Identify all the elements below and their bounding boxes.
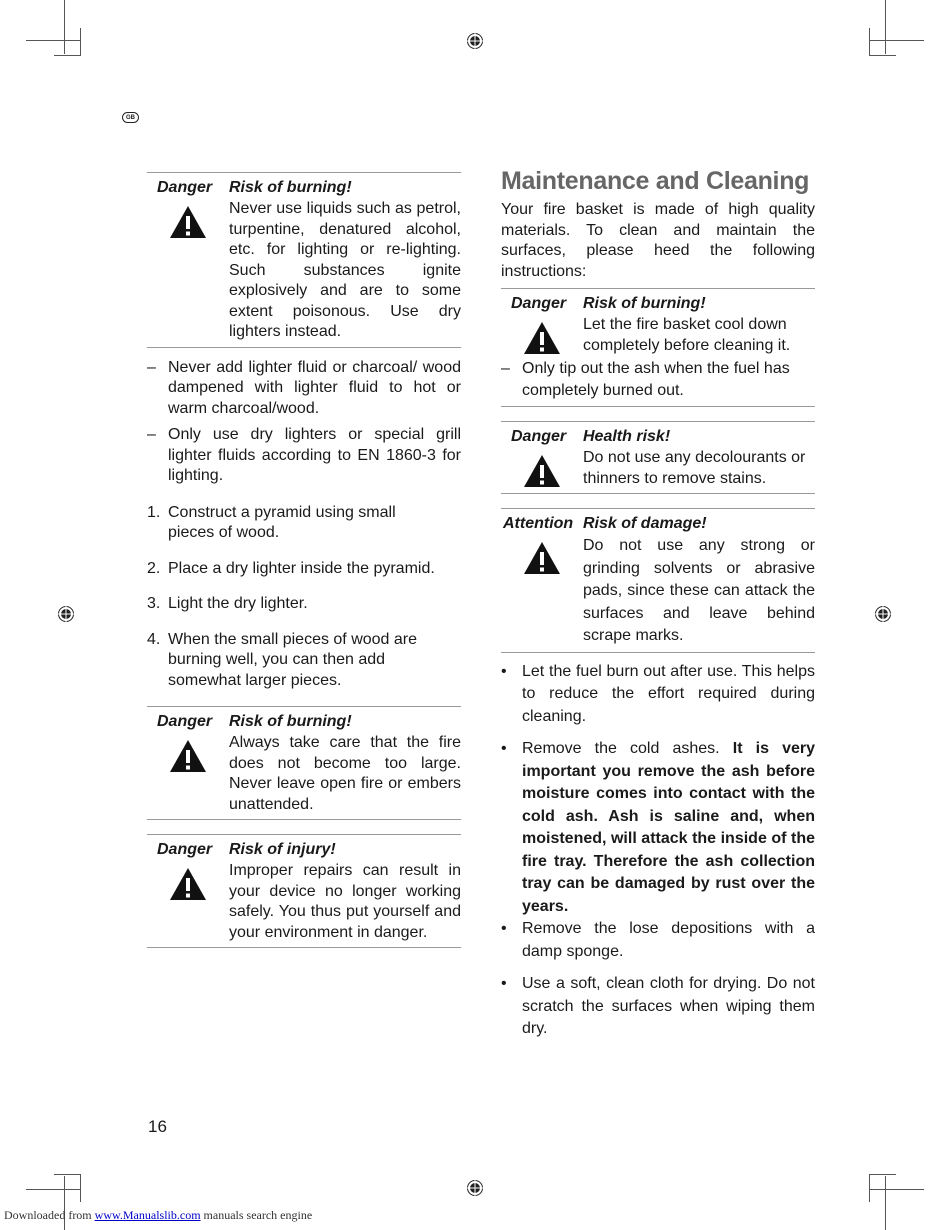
bullet-plain-text: Remove the cold ashes. bbox=[522, 740, 733, 757]
registration-mark-icon bbox=[466, 32, 484, 50]
crop-mark bbox=[869, 1174, 896, 1175]
crop-mark bbox=[26, 40, 80, 41]
warning-text: Never use liquids such as petrol, turpentine, denatured alcohol, etc. for lighting or re-lighting. Such substances ignite explosively and are to some extent poisonous. Use dry lighters instead. bbox=[229, 200, 461, 340]
warning-title: Risk of burning! bbox=[229, 179, 352, 196]
manualslib-link[interactable]: www.Manualslib.com bbox=[94, 1208, 201, 1222]
registration-mark-icon bbox=[466, 1179, 484, 1197]
warning-title: Risk of injury! bbox=[229, 841, 336, 858]
warning-box bbox=[501, 421, 815, 494]
warning-body bbox=[147, 861, 461, 943]
warning-title: Risk of burning! bbox=[229, 713, 352, 730]
warning-header bbox=[147, 711, 461, 733]
warning-triangle-icon bbox=[523, 321, 561, 355]
left-column bbox=[147, 172, 461, 956]
crop-mark bbox=[54, 55, 81, 56]
crop-mark bbox=[26, 1189, 80, 1190]
crop-mark bbox=[870, 40, 924, 41]
crop-mark bbox=[885, 0, 886, 54]
warning-box bbox=[147, 706, 461, 820]
warning-title: Risk of damage! bbox=[583, 515, 707, 532]
warning-header bbox=[147, 177, 461, 199]
warning-body bbox=[501, 448, 815, 489]
crop-mark bbox=[869, 1174, 870, 1202]
bullet-item: • Use a soft, clean cloth for drying. Do not scratch the surfaces when wiping them dry. bbox=[501, 975, 815, 1037]
warning-keyword: Danger bbox=[511, 428, 567, 445]
registration-mark-icon bbox=[874, 605, 892, 623]
warning-text: Always take care that the fire does not become too large. Never leave open fire or embers unattended. bbox=[229, 734, 461, 813]
warning-title: Health risk! bbox=[583, 428, 671, 445]
warning-box bbox=[147, 834, 461, 948]
step-item: 2. Place a dry lighter inside the pyramid. bbox=[147, 559, 435, 577]
crop-mark bbox=[64, 0, 65, 54]
warning-keyword: Danger bbox=[157, 713, 213, 730]
crop-mark bbox=[885, 1176, 886, 1230]
step-item: 3. Light the dry lighter. bbox=[147, 595, 308, 612]
dash-item: – Never add lighter fluid or charcoal/ wood dampened with lighter fluid to hot or warm charcoal/wood. bbox=[147, 358, 461, 417]
section-heading: Maintenance and Cleaning bbox=[501, 167, 810, 195]
warning-header bbox=[147, 839, 461, 861]
bullet-item: • Remove the lose depositions with a damp sponge. bbox=[501, 920, 815, 960]
download-footer: Downloaded from www.Manualslib.com manuals search engine bbox=[4, 1208, 313, 1222]
crop-mark bbox=[869, 28, 870, 56]
warning-triangle-icon bbox=[169, 739, 207, 773]
page-number: 16 bbox=[148, 1117, 167, 1136]
warning-triangle-icon bbox=[169, 867, 207, 901]
registration-mark-icon bbox=[57, 605, 75, 623]
crop-mark bbox=[869, 55, 896, 56]
warning-box bbox=[147, 172, 461, 348]
crop-mark bbox=[54, 1174, 81, 1175]
warning-body bbox=[147, 733, 461, 815]
warning-body bbox=[501, 535, 815, 648]
intro-paragraph: Your fire basket is made of high quality materials. To clean and maintain the surfaces, please heed the following instructions: bbox=[501, 201, 815, 280]
warning-header bbox=[501, 426, 815, 448]
warning-triangle-icon bbox=[523, 454, 561, 488]
crop-mark bbox=[80, 1174, 81, 1202]
bullet-bold-text: It is very important you remove the ash before moisture comes into contact with the cold ash. Ash is saline and, when moistened, will attack the inside of the fire tray. Therefore the ash collection tray can be damaged by rust over the years. bbox=[522, 740, 816, 915]
warning-triangle-icon bbox=[169, 205, 207, 239]
crop-mark bbox=[80, 28, 81, 56]
language-badge: GB bbox=[122, 112, 139, 123]
bullet-item: • Remove the cold ashes. It is very important you remove the ash before moisture comes into contact with the cold ash. Ash is saline and, when moistened, will attack the inside of the fire tray. Therefore the ash collection tray can be damaged by rust over the years. bbox=[501, 740, 816, 915]
step-item: 1. Construct a pyramid using small pieces of wood. bbox=[147, 503, 396, 541]
warning-keyword: Danger bbox=[157, 179, 213, 196]
warning-body bbox=[501, 315, 815, 356]
dash-item: – Only use dry lighters or special grill lighter fluids according to EN 1860-3 for lighting. bbox=[147, 426, 461, 484]
warning-text: Do not use any decolourants or thinners to remove stains. bbox=[583, 449, 806, 487]
right-column bbox=[501, 166, 815, 1051]
warning-body bbox=[147, 199, 461, 343]
warning-header bbox=[501, 513, 815, 535]
warning-text: Improper repairs can result in your device no longer working safely. You thus put yourself and your environment in danger. bbox=[229, 862, 461, 941]
warning-title: Risk of burning! bbox=[583, 295, 706, 312]
warning-header bbox=[501, 293, 815, 315]
bullet-item: • Let the fuel burn out after use. This helps to reduce the effort required during cleaning. bbox=[501, 662, 815, 725]
warning-keyword: Danger bbox=[157, 841, 213, 858]
warning-text: Let the fire basket cool down completely before cleaning it. bbox=[583, 316, 791, 354]
dash-item: – Only tip out the ash when the fuel has completely burned out. bbox=[501, 360, 790, 399]
warning-box bbox=[501, 288, 815, 407]
warning-text: Do not use any strong or grinding solvents or abrasive pads, since these can attack the surfaces and leave behind scrape marks. bbox=[583, 537, 815, 644]
warning-triangle-icon bbox=[523, 541, 561, 575]
step-item: 4. When the small pieces of wood are burning well, you can then add somewhat larger pieces. bbox=[147, 630, 418, 689]
warning-box bbox=[501, 508, 815, 653]
crop-mark bbox=[870, 1189, 924, 1190]
warning-keyword: Danger bbox=[511, 295, 567, 312]
warning-keyword: Attention bbox=[503, 515, 574, 532]
